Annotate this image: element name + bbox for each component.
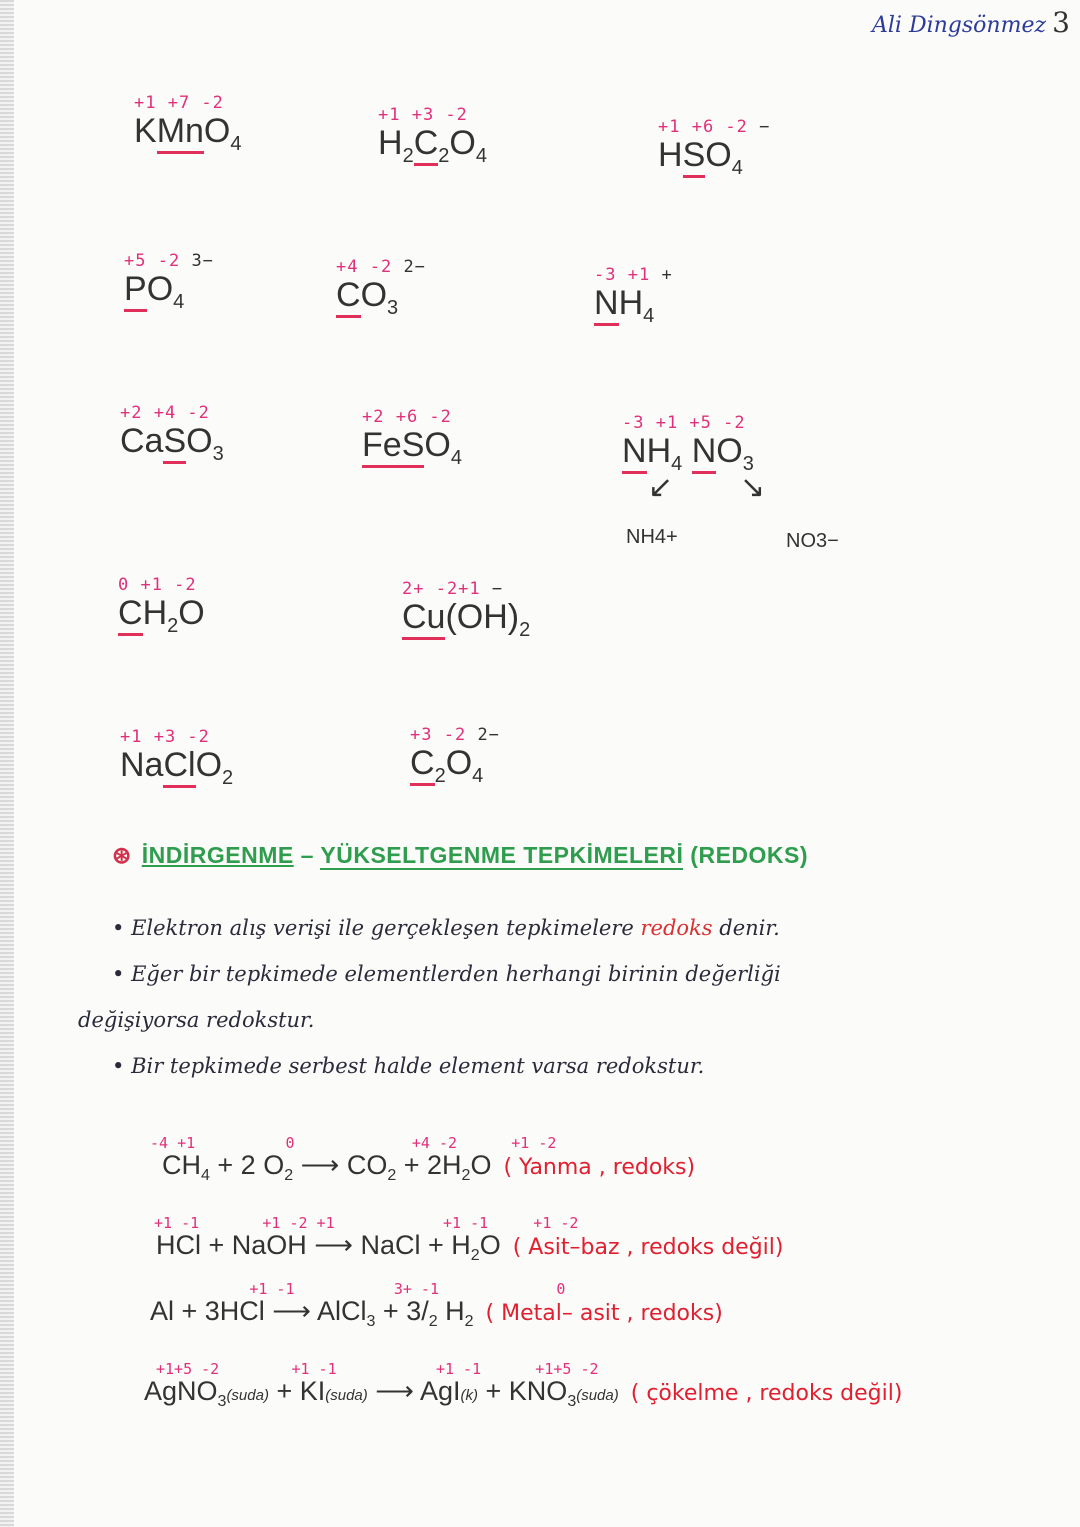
- ion-nh4: NH4+: [626, 526, 678, 548]
- reaction-3: Al + 3HCl ⟶ AlCl$_3$ + $3/_2$ $H_2$ ( Metal– asit , redoks): [150, 1296, 723, 1330]
- reaction-2-ox: +1 -1 +1 -2 +1 +1 -1 +1 -2: [154, 1214, 579, 1232]
- reaction-2: HCl + NaOH ⟶ NaCl + $H_2O$ ( Asit–baz , redoks değil): [156, 1230, 784, 1264]
- notebook-binding-edge: [0, 0, 14, 1527]
- compound-co3: [336, 256, 426, 325]
- reaction-note: ( Yanma , redoks): [503, 1155, 696, 1180]
- formula: $NH_4$: [594, 284, 655, 327]
- oxidation-numbers: -3 +1 +: [594, 265, 673, 285]
- oxidation-numbers: 2+ -2+1 −: [402, 579, 504, 599]
- oxidation-numbers: +1 +7 -2: [134, 93, 224, 113]
- reaction-1-ox: -4 +1 0 +4 -2 +1 -2: [150, 1134, 557, 1152]
- reaction-4-ox: +1+5 -2 +1 -1 +1 -1 +1+5 -2: [156, 1360, 599, 1378]
- compound-c2o4: [410, 724, 500, 793]
- oxidation-numbers: +2 +6 -2: [362, 407, 452, 427]
- formula: $CH_2O$: [118, 594, 205, 637]
- formula: $Cu(OH)_2$: [402, 598, 531, 641]
- compound-ch2o: [118, 574, 205, 643]
- reaction-note: ( çökelme , redoks değil): [630, 1381, 903, 1406]
- formula: $CO_3$: [336, 276, 399, 319]
- reaction-note: ( Asit–baz , redoks değil): [512, 1235, 784, 1260]
- reaction-note: ( Metal– asit , redoks): [485, 1301, 723, 1326]
- bullet-3: • Bir tepkimede serbest halde element varsa redokstur.: [112, 1054, 705, 1078]
- oxidation-numbers: -3 +1 +5 -2: [622, 413, 746, 433]
- compound-po4: [124, 250, 214, 319]
- compound-cuoh2: [402, 578, 530, 647]
- bullet-2-cont: değişiyorsa redokstur.: [78, 1008, 315, 1032]
- bullet-1: • Elektron alış verişi ile gerçekleşen tepkimelere redoks denir.: [112, 916, 780, 940]
- compound-nh4no3: [622, 412, 754, 481]
- reaction-4: AgNO$_3$(suda) + KI(suda) ⟶ $AgI(k) + KNO_3(suda)$ ( çökelme , redoks değil): [144, 1376, 903, 1410]
- formula: $H_2C_2O_4$: [378, 124, 487, 167]
- formula: $NH_4$ $NO_3$: [622, 432, 754, 475]
- reaction-1: $CH_4 + 2$ $O_2$ ⟶ $CO_2 + 2H_2O$ ( Yanma , redoks): [162, 1150, 696, 1184]
- compound-hso4: [658, 116, 770, 185]
- compound-feso4: [362, 406, 462, 475]
- oxidation-numbers: +4 -2 2−: [336, 257, 426, 277]
- formula: FeSO$_4$: [362, 426, 462, 469]
- oxidation-numbers: +3 -2 2−: [410, 725, 500, 745]
- formula: KMnO$_4$: [134, 112, 242, 155]
- page-number: 3: [1052, 6, 1070, 39]
- oxidation-numbers: +1 +3 -2: [120, 727, 210, 747]
- compound-caso3: [120, 402, 224, 471]
- formula: CaSO$_3$: [120, 422, 224, 465]
- formula: $HSO_4$: [658, 136, 743, 179]
- oxidation-numbers: 0 +1 -2: [118, 575, 197, 595]
- compound-kmno4: [134, 92, 242, 161]
- formula: NaClO$_2$: [120, 746, 234, 789]
- oxidation-numbers: +5 -2 3−: [124, 251, 214, 271]
- formula: $C_2O_4$: [410, 744, 484, 787]
- split-arrow-right: ↘: [740, 470, 766, 505]
- ion-no3: NO3−: [786, 530, 839, 552]
- formula: $PO_4$: [124, 270, 185, 313]
- author-name: Ali Dingsönmez: [872, 13, 1047, 38]
- compound-naclo2: [120, 726, 233, 795]
- section-heading: ⊛ İNDİRGENME – YÜKSELTGENME TEPKİMELERİ (REDOKS): [112, 842, 809, 868]
- oxidation-numbers: +1 +6 -2 −: [658, 117, 771, 137]
- split-arrow-left: ↙: [648, 470, 674, 505]
- star-icon: ⊛: [112, 842, 132, 868]
- reaction-3-ox: +1 -1 3+ -1 0: [150, 1280, 566, 1298]
- compound-h2c2o4: [378, 104, 487, 173]
- author-signature: [872, 6, 1070, 39]
- oxidation-numbers: +1 +3 -2: [378, 105, 468, 125]
- oxidation-numbers: +2 +4 -2: [120, 403, 210, 423]
- bullet-2: • Eğer bir tepkimede elementlerden herhangi birinin değerliği: [112, 962, 781, 986]
- compound-nh4: [594, 264, 673, 333]
